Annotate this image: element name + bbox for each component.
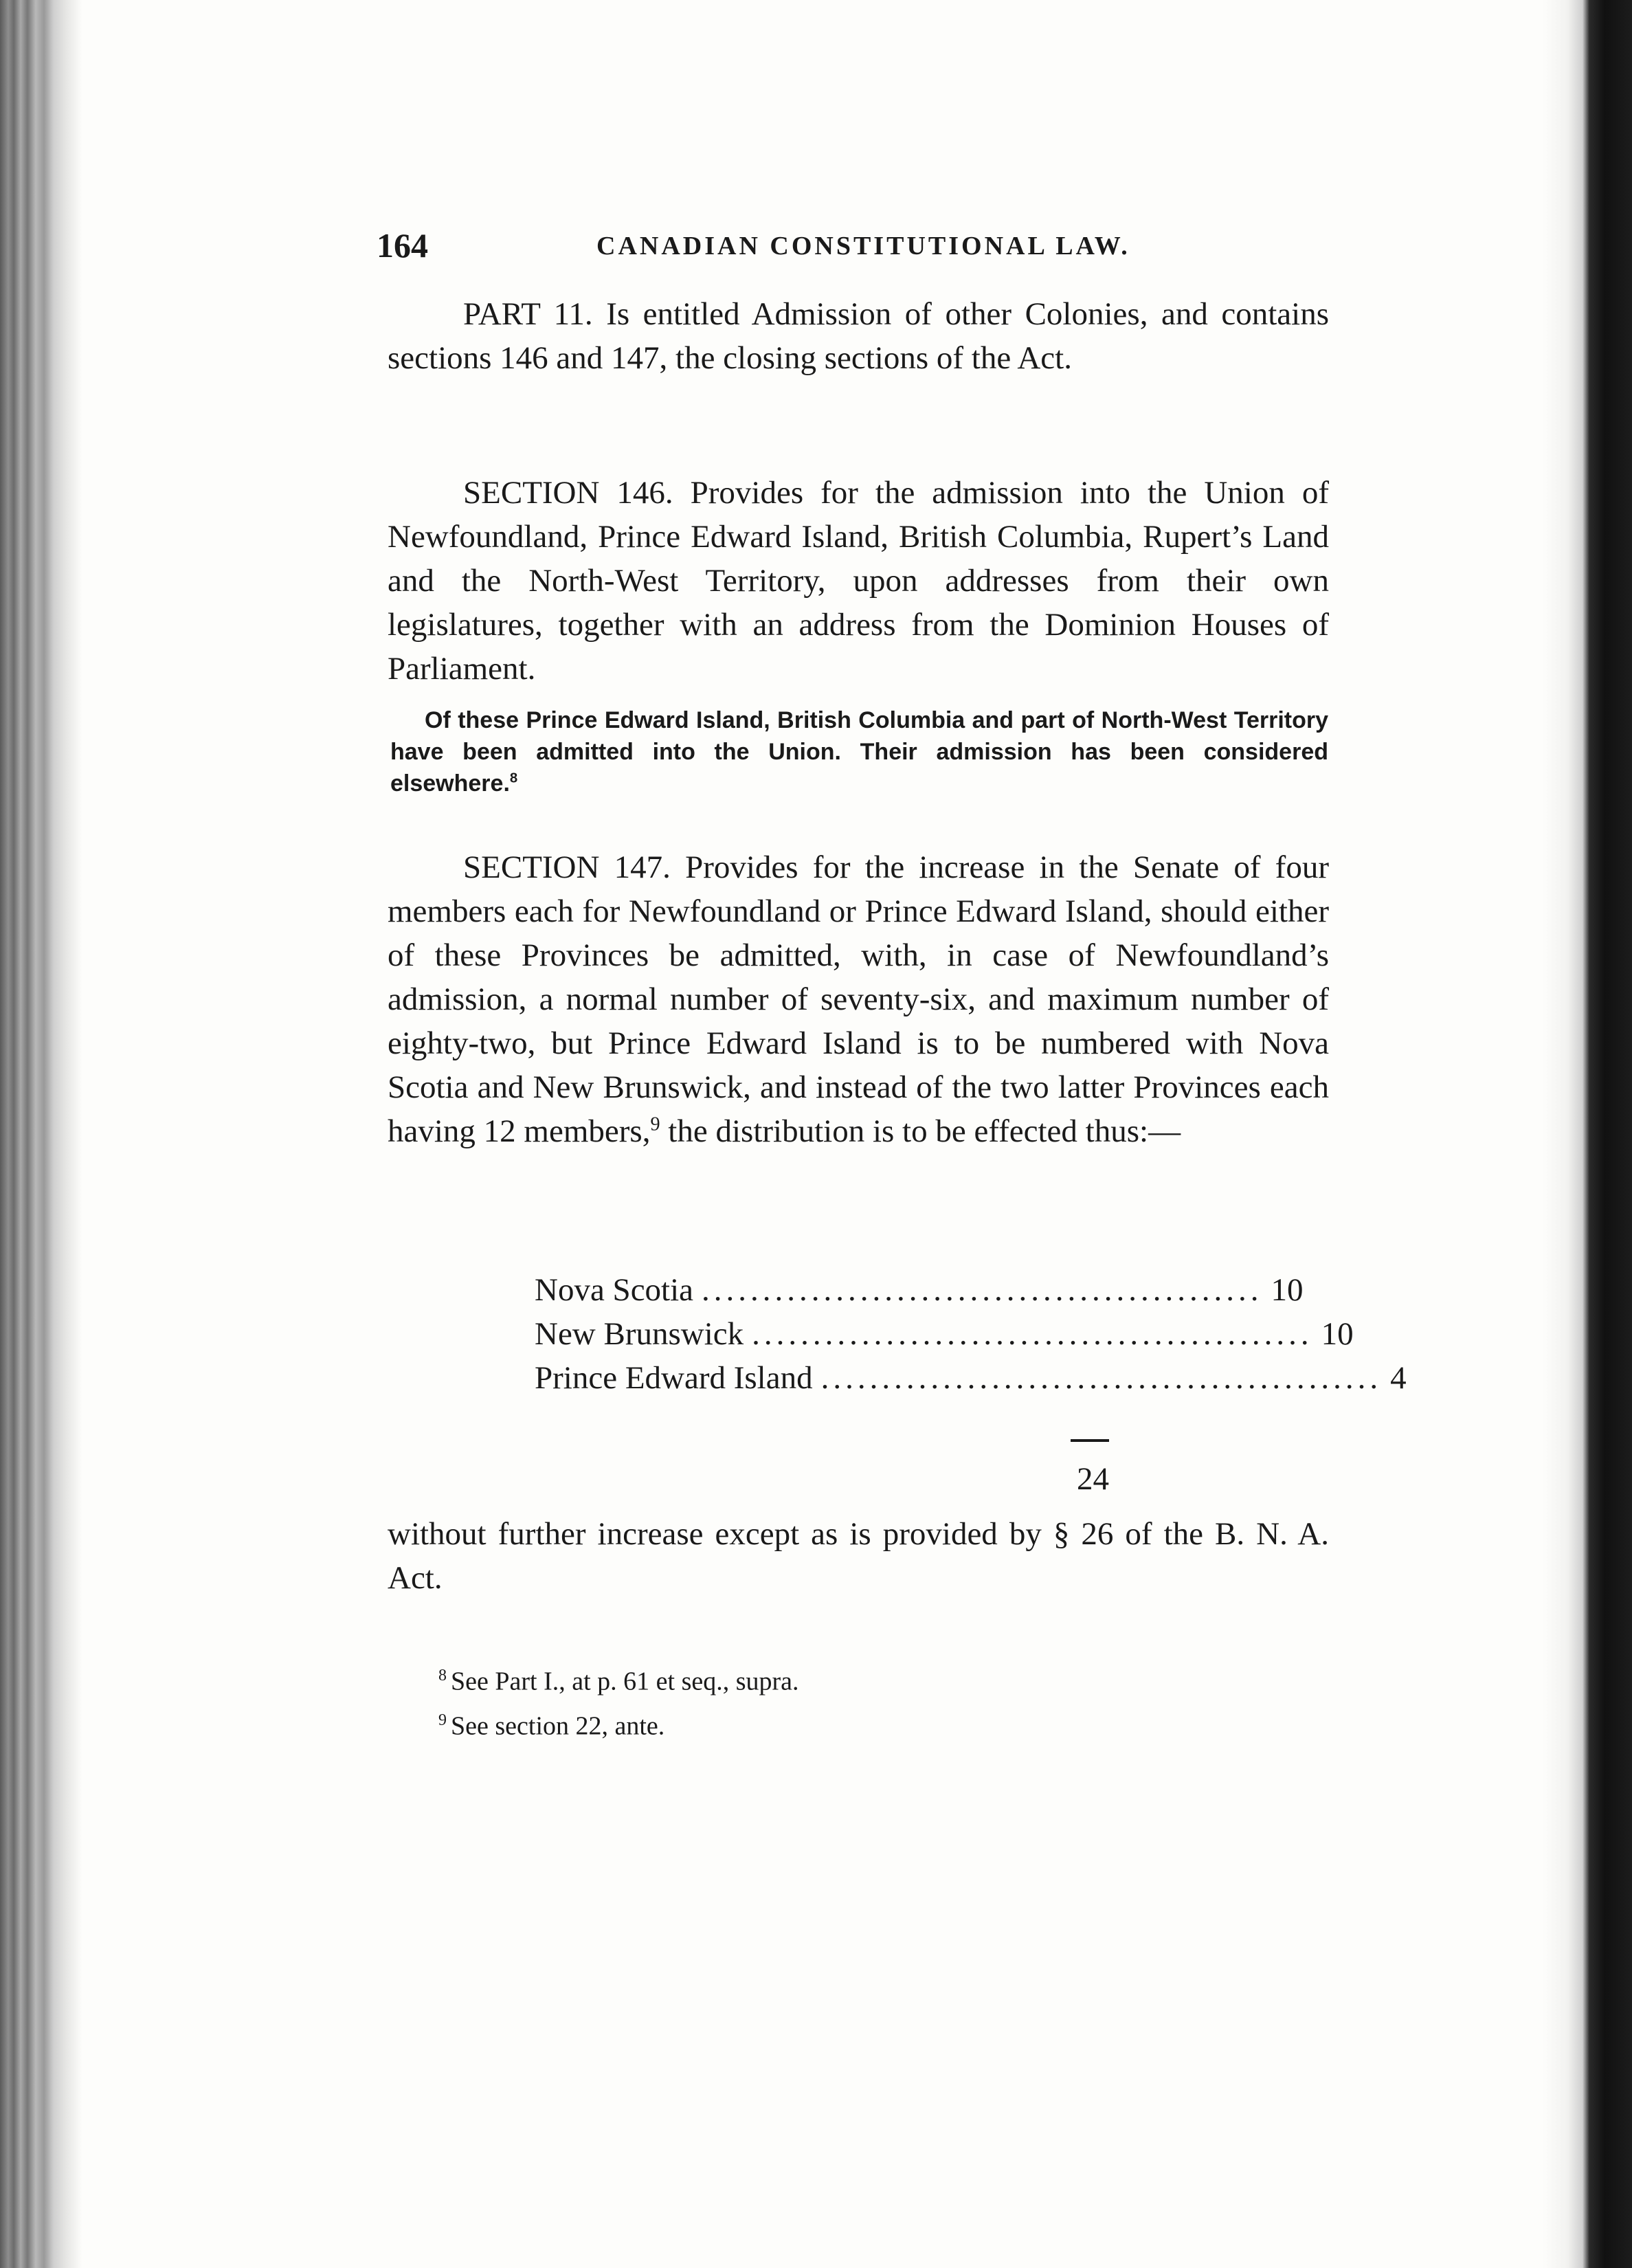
- note-section-146: [390, 704, 1328, 799]
- footnote-ref-8: 8: [509, 770, 518, 786]
- page-number: 164: [377, 226, 428, 265]
- distribution-row: [535, 1268, 1304, 1312]
- paragraph-part-11: PART 11. Is entitled Admission of other Colonies, and contains sections 146 and 147, the closing sections of the Act.: [388, 296, 1329, 376]
- paragraph-section-146: SECTION 146. Provides for the admission into the Union of Newfoundland, Prince Edward Island, British Columbia, Rupert’s Land and the North-West Territory, upon addresses from their own legislatures, together with an address from the Dominion Houses of Parliament.: [388, 475, 1329, 687]
- province-name: Prince Edward Island: [535, 1360, 813, 1396]
- footnote-8: [438, 1656, 1126, 1701]
- province-name: New Brunswick: [535, 1316, 744, 1352]
- distribution-row: [535, 1312, 1354, 1356]
- footnote-ref-9: 9: [650, 1113, 660, 1135]
- section-147-text: SECTION 147. Provides for the increase in the Senate of four members each for Newfoundland or Prince Edward Island, should either of these Provinces be admitted, with, in case of Newfoundland’s admission, a normal number of seventy-six, and maximum number of eighty-two, but Prince Edward Island is to be numbered with Nova Scotia and New Brunswick, and instead of the two latter Provinces each having 12 members,: [388, 849, 1329, 1149]
- member-count: 4: [1390, 1360, 1407, 1396]
- footnotes: [438, 1656, 1126, 1745]
- footnote-text: See Part I., at p. 61 et seq., supra.: [451, 1667, 799, 1696]
- distribution-table: [535, 1268, 1407, 1400]
- header-title: CANADIAN CONSTITUTIONAL LAW.: [596, 232, 1130, 260]
- book-page: [377, 206, 1407, 1787]
- footnote-text: See section 22, ante.: [451, 1711, 665, 1741]
- dot-leader: ..............................................: [702, 1272, 1263, 1308]
- section-147-text-end: the distribution is to be effected thus:—: [660, 1113, 1181, 1149]
- dot-leader: ..............................................: [752, 1316, 1313, 1352]
- footnote-mark: 9: [438, 1711, 447, 1729]
- book-page-edge-right: [1543, 0, 1632, 2268]
- distribution-row: [535, 1356, 1407, 1400]
- paragraph-section-147: [388, 845, 1329, 1153]
- total-rule: [1071, 1439, 1109, 1442]
- paragraph-closing: without further increase except as is provided by § 26 of the B. N. A. Act.: [388, 1516, 1329, 1596]
- member-count: 10: [1271, 1272, 1304, 1308]
- running-head: [377, 225, 1339, 267]
- book-binding-edge-left: [0, 0, 82, 2268]
- province-name: Nova Scotia: [535, 1272, 694, 1308]
- note-text: Of these Prince Edward Island, British Columbia and part of North-West Territory have been admitted into the Union. Their admission has been considered elsewhere.: [390, 707, 1328, 797]
- footnote-9: [438, 1701, 1126, 1746]
- dot-leader: ..............................................: [820, 1360, 1383, 1396]
- member-count: 10: [1321, 1316, 1354, 1352]
- footnote-mark: 8: [438, 1667, 447, 1685]
- distribution-total: 24: [1077, 1461, 1109, 1497]
